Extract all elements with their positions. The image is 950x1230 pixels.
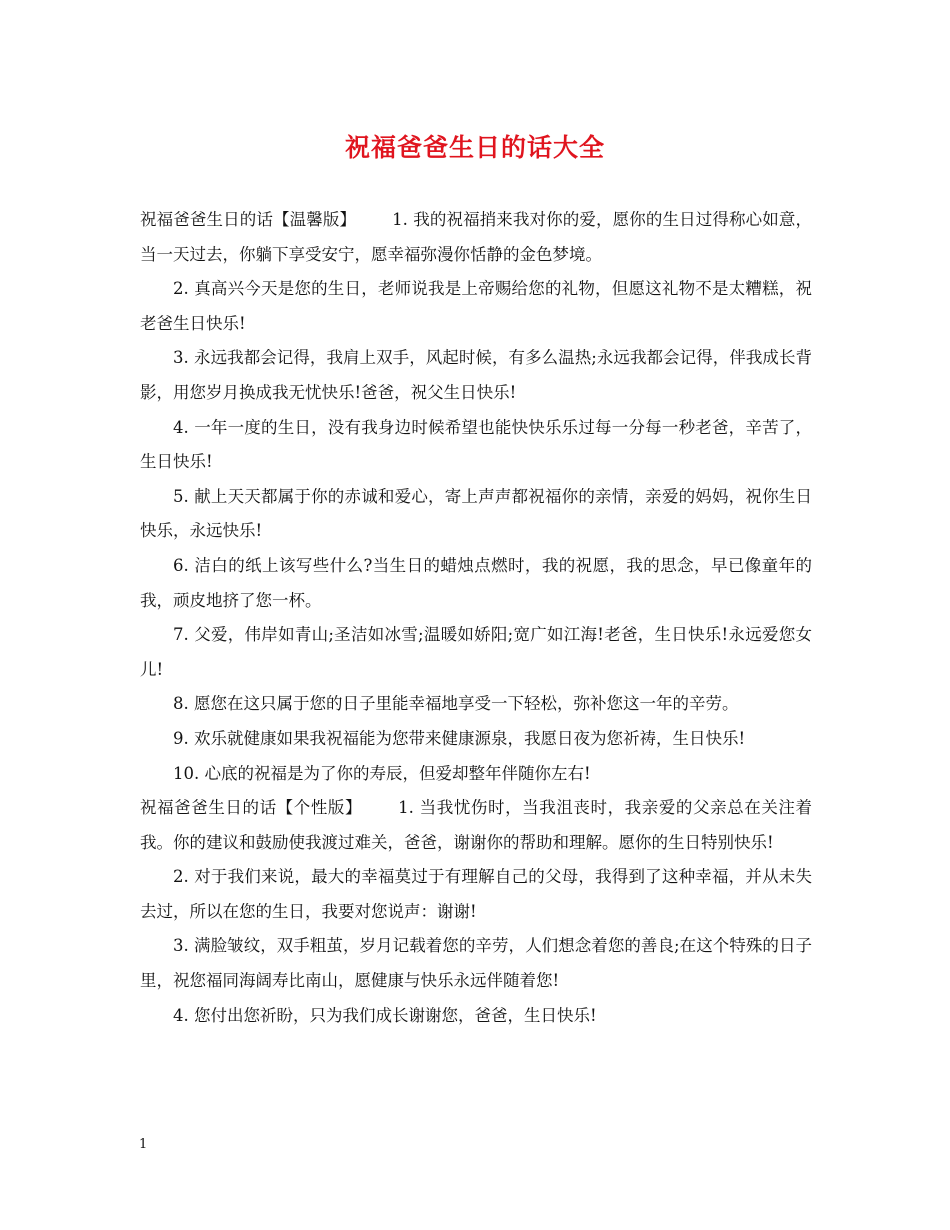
section-label: 祝福爸爸生日的话【温馨版】 — [140, 210, 357, 229]
list-item: 2. 对于我们来说，最大的幸福莫过于有理解自己的父母，我得到了这种幸福，并从未失去过，所以在您的生日，我要对您说声：谢谢! — [140, 867, 812, 921]
list-item: 1. 我的祝福捎来我对你的爱，愿你的生日过得称心如意，当一天过去，你躺下享受安宁，愿幸福弥漫你恬静的金色梦境。 — [140, 210, 813, 264]
document-title: 祝福爸爸生日的话大全 — [344, 133, 605, 162]
list-item: 1. 当我忧伤时，当我沮丧时，我亲爱的父亲总在关注着我。你的建议和鼓励使我渡过难关，爸爸，谢谢你的帮助和理解。愿你的生日特别快乐! — [140, 798, 812, 852]
document-body — [140, 203, 812, 1033]
list-item: 2. 真高兴今天是您的生日，老师说我是上帝赐给您的礼物，但愿这礼物不是太糟糕，祝老爸生日快乐! — [140, 279, 812, 333]
list-item: 10. 心底的祝福是为了你的寿辰，但爱却整年伴随你左右! — [173, 763, 591, 783]
list-item: 5. 献上天天都属于你的赤诚和爱心，寄上声声都祝福你的亲情，亲爱的妈妈，祝你生日快乐，永远快乐! — [140, 486, 812, 541]
section-label: 祝福爸爸生日的话【个性版】 — [140, 798, 363, 818]
section-intro-paragraph — [140, 791, 812, 860]
list-item: 7. 父爱，伟岸如青山;圣洁如冰雪;温暖如娇阳;宽广如江海!老爸，生日快乐!永远爱您女儿! — [140, 625, 812, 679]
list-item: 9. 欢乐就健康如果我祝福能为您带来健康源泉，我愿日夜为您祈祷，生日快乐! — [173, 728, 746, 748]
list-item: 6. 洁白的纸上该写些什么?当生日的蜡烛点燃时，我的祝愿，我的思念，早已像童年的我，顽皮地挤了您一杯。 — [140, 555, 812, 610]
list-item: 3. 永远我都会记得，我肩上双手，风起时候，有多么温热;永远我都会记得，伴我成长背影，用您岁月换成我无忧快乐!爸爸，祝父生日快乐! — [140, 348, 812, 402]
section-intro-paragraph — [140, 203, 812, 272]
list-item: 3. 满脸皱纹，双手粗茧，岁月记载着您的辛劳，人们想念着您的善良;在这个特殊的日子里，祝您福同海阔寿比南山，愿健康与快乐永远伴随着您! — [140, 936, 812, 991]
list-item: 4. 一年一度的生日，没有我身边时候希望也能快快乐乐过每一分每一秒老爸，辛苦了，生日快乐! — [140, 417, 812, 472]
list-item: 8. 愿您在这只属于您的日子里能幸福地享受一下轻松，弥补您这一年的辛劳。 — [173, 694, 739, 714]
list-item: 4. 您付出您祈盼，只为我们成长谢谢您，爸爸，生日快乐! — [173, 1005, 597, 1025]
page-number: 1 — [139, 1137, 148, 1152]
